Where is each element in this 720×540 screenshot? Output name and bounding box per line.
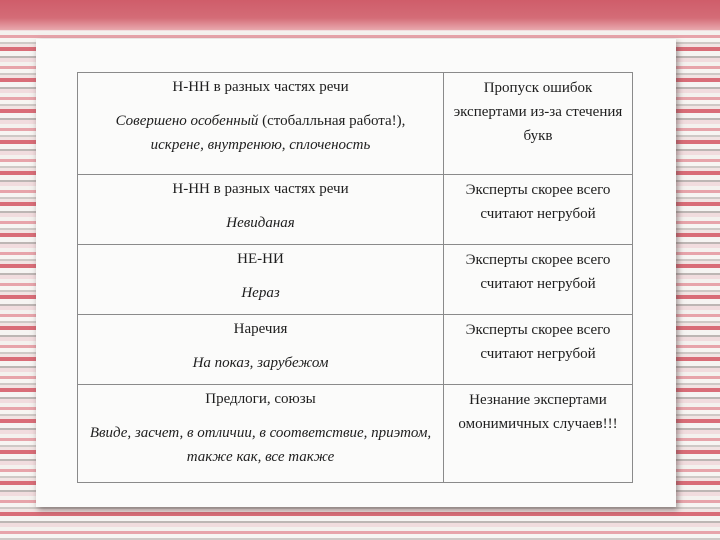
topic-example: На показ, зарубежом [192,355,329,371]
table-row [78,175,633,245]
comment-cell: Эксперты скорее всего считают негрубой [444,245,633,315]
comment-cell: Эксперты скорее всего считают негрубой [444,175,633,245]
comment-cell: Пропуск ошибок экспертами из-за стечения букв [444,73,633,175]
topic-example: Ввиде, засчет, в отличии, в соответствие, приэтом, также как, все также [89,425,432,465]
topic-heading: Предлоги, союзы [205,391,316,407]
table-row [78,245,633,315]
example-italic: искрене, внутренюю, сплоченость [150,137,371,153]
decorative-top-band [0,0,720,30]
slide-panel [36,39,676,507]
topic-heading: Наречия [233,321,288,337]
topic-heading: НЕ-НИ [237,251,284,267]
table-row [78,315,633,385]
example-italic: Совершено особенный [115,113,259,129]
topic-example: Невиданая [226,215,295,231]
topic-cell [78,385,444,483]
comment-cell: Эксперты скорее всего считают негрубой [444,315,633,385]
topic-heading: Н-НН в разных частях речи [172,79,349,95]
topic-example: Нераз [241,285,280,301]
topic-cell [78,315,444,385]
example-note: (стобалльная работа!), [258,113,406,129]
topic-cell [78,245,444,315]
table-row [78,385,633,483]
topic-cell [78,73,444,175]
comment-cell: Незнание экспертами омонимичных случаев!!! [444,385,633,483]
errors-table [77,72,633,483]
topic-heading: Н-НН в разных частях речи [172,181,349,197]
topic-example [84,109,437,157]
table-row [78,73,633,175]
topic-cell [78,175,444,245]
